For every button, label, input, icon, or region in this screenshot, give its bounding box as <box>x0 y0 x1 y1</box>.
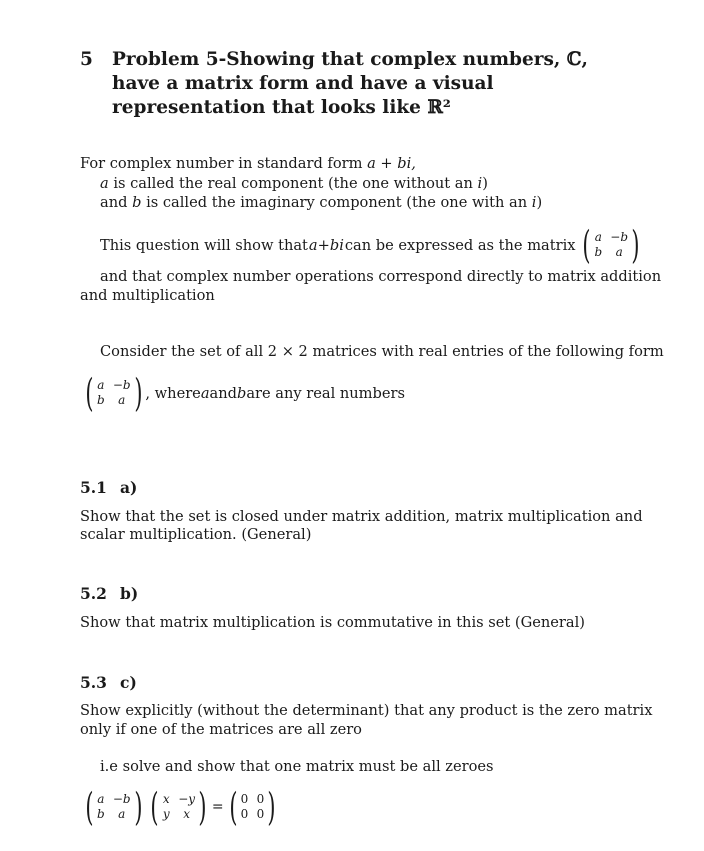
left-paren: ( <box>582 223 591 267</box>
right-paren: ) <box>133 785 143 829</box>
subsection-heading-5-2 <box>80 584 138 603</box>
question-matrix <box>579 223 642 267</box>
matrix-entry: a <box>97 792 105 806</box>
matrix-entry: a <box>615 245 623 259</box>
consider-matrix-line <box>82 371 405 415</box>
matrix-entry: x <box>162 792 170 806</box>
left-paren: ( <box>85 785 94 829</box>
matrix-entry: a <box>97 378 105 392</box>
left-paren: ( <box>228 785 238 829</box>
intro-line-3-math-i: i <box>531 194 537 211</box>
matrix-entry: −b <box>112 378 131 392</box>
matrix-entry: −b <box>112 792 131 806</box>
left-paren: ( <box>150 785 159 829</box>
matrix-entry: −b <box>610 230 629 244</box>
consider-matrix <box>82 371 145 415</box>
equation-matrix-1 <box>82 785 145 829</box>
question-text-pre: This question will show that <box>100 236 308 254</box>
matrix-entry: 0 <box>240 792 249 806</box>
equation-matrix-3-grid <box>240 792 264 822</box>
section-number: 5 <box>80 49 93 70</box>
intro-line-2 <box>100 174 488 193</box>
section-title: Problem 5-Showing that complex numbers, ℂ, have a matrix form and have a visual representation that looks like ℝ² <box>112 49 588 118</box>
part-a-line-2: scalar multiplication. (General) <box>80 526 312 543</box>
subsection-label: b) <box>120 584 139 603</box>
question-line-1 <box>100 223 643 267</box>
matrix-entry: b <box>96 393 105 407</box>
question-text-post: can be expressed as the matrix <box>344 236 576 254</box>
matrix-entry: y <box>162 807 170 821</box>
equation-matrix-2-grid <box>162 792 195 822</box>
question-math: a+bi <box>308 236 344 254</box>
consider-matrix-grid <box>97 378 131 408</box>
consider-line: Consider the set of all 2 × 2 matrices with real entries of the following form <box>100 343 664 360</box>
subsection-number: 5.2 <box>80 584 107 603</box>
consider-after-pre: , where <box>145 384 201 402</box>
matrix-entry: −y <box>178 792 196 806</box>
question-line-3: and multiplication <box>80 287 215 304</box>
part-c-line-2: only if one of the matrices are all zero <box>80 721 362 738</box>
matrix-entry: a <box>118 807 126 821</box>
equation-matrix-2 <box>147 785 210 829</box>
matrix-entry: b <box>594 245 603 259</box>
consider-math-b: b <box>236 384 247 402</box>
intro-line-3-math-b: b <box>132 194 142 211</box>
matrix-entry: x <box>183 807 191 821</box>
part-c-line-3: i.e solve and show that one matrix must be all zeroes <box>100 758 494 775</box>
equation-matrix-3 <box>226 785 280 829</box>
matrix-entry: 0 <box>256 807 265 821</box>
subsection-heading-5-1 <box>80 478 137 497</box>
matrix-entry: 0 <box>256 792 265 806</box>
subsection-label: a) <box>120 478 138 497</box>
part-a-line-1: Show that the set is closed under matrix addition, matrix multiplication and <box>80 508 643 525</box>
intro-line-2-math-a: a <box>100 175 109 192</box>
part-c-line-1: Show explicitly (without the determinant) that any product is the zero matrix <box>80 702 653 719</box>
intro-line-2-math-i: i <box>477 175 483 192</box>
left-paren: ( <box>85 371 94 415</box>
right-paren: ) <box>267 785 276 829</box>
intro-line-3 <box>100 193 542 212</box>
subsection-heading-5-3 <box>80 673 137 692</box>
question-matrix-grid <box>594 230 628 260</box>
subsection-label: c) <box>120 673 137 692</box>
intro-line-3-close: ) <box>536 194 543 211</box>
consider-after-post: are any real numbers <box>246 384 405 402</box>
right-paren: ) <box>631 223 640 267</box>
section-heading <box>80 48 620 120</box>
equation-matrix-1-grid <box>97 792 131 822</box>
consider-math-a: a <box>200 384 210 402</box>
intro-line-3-pre: and <box>100 194 133 211</box>
matrix-entry: 0 <box>240 807 249 821</box>
intro-line-3-text: is called the imaginary component (the one with an <box>141 194 532 211</box>
right-paren: ) <box>133 371 143 415</box>
consider-after-mid: and <box>209 384 237 402</box>
intro-line-2-close: ) <box>482 175 488 192</box>
intro-line-2-text: is called the real component (the one without an <box>108 175 478 192</box>
matrix-entry: b <box>96 807 105 821</box>
question-line-2: and that complex number operations correspond directly to matrix addition <box>100 268 662 285</box>
part-b-line-1: Show that matrix multiplication is commutative in this set (General) <box>80 614 585 631</box>
equals-sign: = <box>211 798 224 815</box>
intro-line-1-text: For complex number in standard form <box>80 155 368 172</box>
subsection-number: 5.3 <box>80 673 107 692</box>
part-c-equation <box>82 785 279 829</box>
right-paren: ) <box>198 785 207 829</box>
intro-line-1 <box>80 154 416 173</box>
matrix-entry: a <box>594 230 602 244</box>
intro-line-1-math: a + bi, <box>367 155 416 172</box>
subsection-number: 5.1 <box>80 478 107 497</box>
matrix-entry: a <box>118 393 126 407</box>
